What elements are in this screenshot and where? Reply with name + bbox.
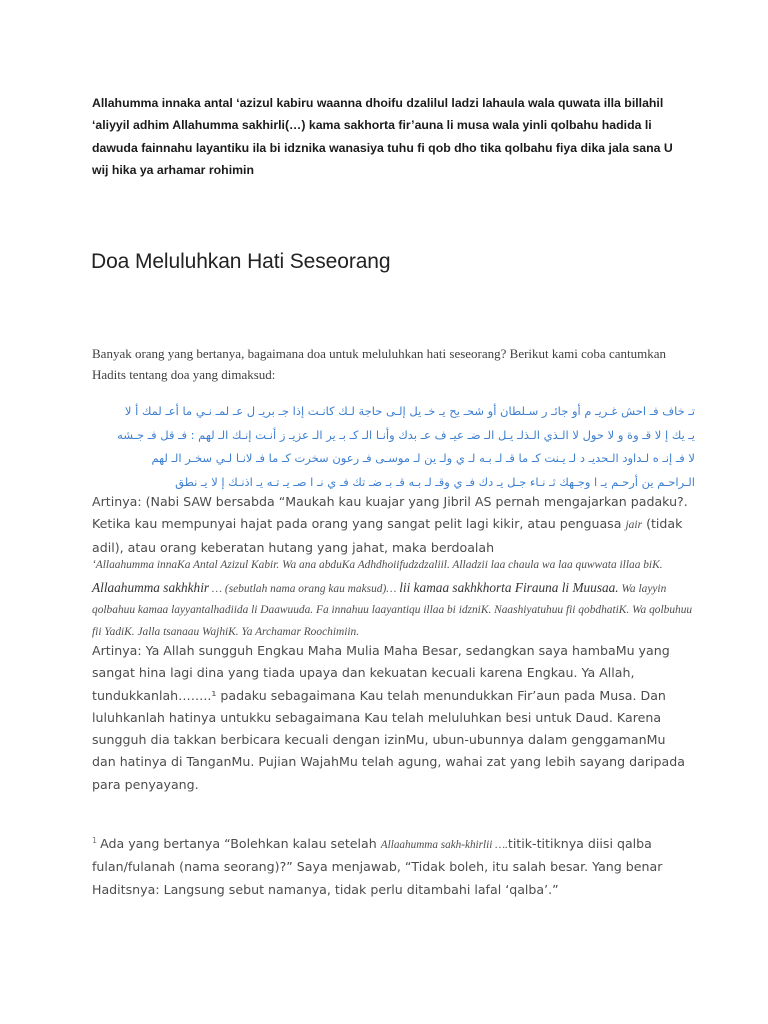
footnote-paragraph (92, 830, 692, 901)
translation-doa: Artinya: Ya Allah sungguh Engkau Maha Mulia Maha Besar, sedangkan saya hambaMu yang sangat hina lagi dina yang tiada upaya dan kekuatan kecuali karena Engkau. Ya Allah, tundukkanlah……..¹ padaku sebagaimana Kau telah menundukkan Fir’aun pada Musa. Dan luluhkanlah hatinya untukku sebagaimana Kau telah meluluhkan besi untuk Daud. Karena sungguh dia takkan berbicara kecuali dengan izinMu, ubun-ubunnya dalam genggamanMu dan hatinya di TanganMu. Pujian WajahMu telah agung, wahai zat yang lebih sayang daripada para penyayang. (92, 643, 685, 792)
section-title: Doa Meluluhkan Hati Seseorang (91, 250, 391, 273)
footnote-marker: 1 (92, 836, 98, 845)
footnote-text-end: titik-titiknya diisi qalba fulan/fulanah (nama seorang)?” Saya menjawab, “Tidak boleh, itu salah besar. Yang benar Haditsnya: Langsung sebut namanya, tidak perlu ditambahi lafal ‘qalba’.” (92, 836, 663, 897)
translation-hadith-intro (92, 491, 692, 558)
footnote-text: Ada yang bertanya “Bolehkan kalau setelah (100, 836, 381, 852)
latin-transliteration (92, 555, 694, 643)
latin-part-1: ‘Allaahumma innaKa Antal Azizul Kabir. Wa ana abduKa Adhdhoiifudzdzaliil. Alladzii laa chaula wa laa quwwata illaa biK. (92, 559, 663, 571)
latin-part-3: Wa layyin qolbahuu kamaa layyantalhadiida li Daawuuda. Fa innahuu laayantiqu illaa bi idzniK. Naashiyatuhuu fii qobdhatiK. Wa qolbuhuu fii YadiK. Jalla tsanaau WajhiK. Ya Archamar Roochimiin. (92, 582, 693, 638)
intro-paragraph: Allahumma innaka antal ‘azizul kabiru waanna dhoifu dzalilul ladzi lahaula wala quwata illa billahil ‘aliyyil adhim Allahumma sakhirli(…) kama sakhorta fir’auna li musa wala yinli qolbahu hadida li dawuda fainnahu layantiku ila bi idznika wanasiya tuhu fi qob dho tika qolbahu fiya dika jala sana U wij hika ya arhamar rohimin (92, 96, 673, 177)
artinya-1-text: Artinya: (Nabi SAW bersabda “Maukah kau kuajar yang Jibril AS pernah mengajarkan padaku?. Ketika kau mempunyai hajat pada orang yang sangat pelit lagi kikir, atau penguasa (92, 494, 688, 531)
latin-part-2: … (sebutlah nama orang kau maksud)… (209, 582, 400, 595)
footnote-italic: Allaahumma sakh-khirlii …. (380, 839, 508, 852)
latin-emphasis-2: lii kamaa sakhkhorta Firauna li Muusaa. (399, 579, 619, 595)
italic-word-jair: jair (625, 518, 643, 531)
question-paragraph: Banyak orang yang bertanya, bagaimana doa untuk meluluhkan hati seseorang? Berikut kami coba cantumkan Hadits tentang doa yang dimaksud: (92, 346, 666, 382)
arabic-line: لا فـ إنـ ه لـداود الـحديـ د لـ يـنت كـ ما قـ لـ بـه لـ ي ولـ ين لـ موسـى فـ رعون سخرت كـ ما فـ لانـا لـي سخـر الـ لهم (151, 451, 695, 466)
artinya-1-text-end: (tidak adil), atau orang keberatan hutang yang jahat, maka berdoalah (92, 515, 683, 555)
arabic-doa-text (90, 400, 695, 494)
arabic-line: تـ خاف فـ احش غـريـ م أو جائـ ر سـلطان أو شحـ يح يـ خـ يل إلـى حاجة لـك كانـت إذا جـ بريـ ل عـ لمـ نـي ما أعـ لمك أ لا (124, 404, 695, 418)
latin-emphasis-1: Allaahumma sakhkhir (92, 579, 210, 595)
arabic-line: يـ يك إ لا قـ وة و لا حول لا الـذي الـذلـ يـل الـ ضـ عيـ ف عـ بدك وأنـا الـ كـ بـ ير الـ عزيـ ز أنـت إنـك الـ لهم : فـ قل فـ جـشه (117, 427, 695, 442)
arabic-line: الـراحـم ين أرحـم يـ ا وجـهك ثـ نـاء جـل يـ دك فـ ي وقـ لـ بـه قـ بـ ضـ تك فـ ي نـ ا صـ يـ تـه يـ اذنـك إ لا يـ نطق (175, 474, 695, 489)
